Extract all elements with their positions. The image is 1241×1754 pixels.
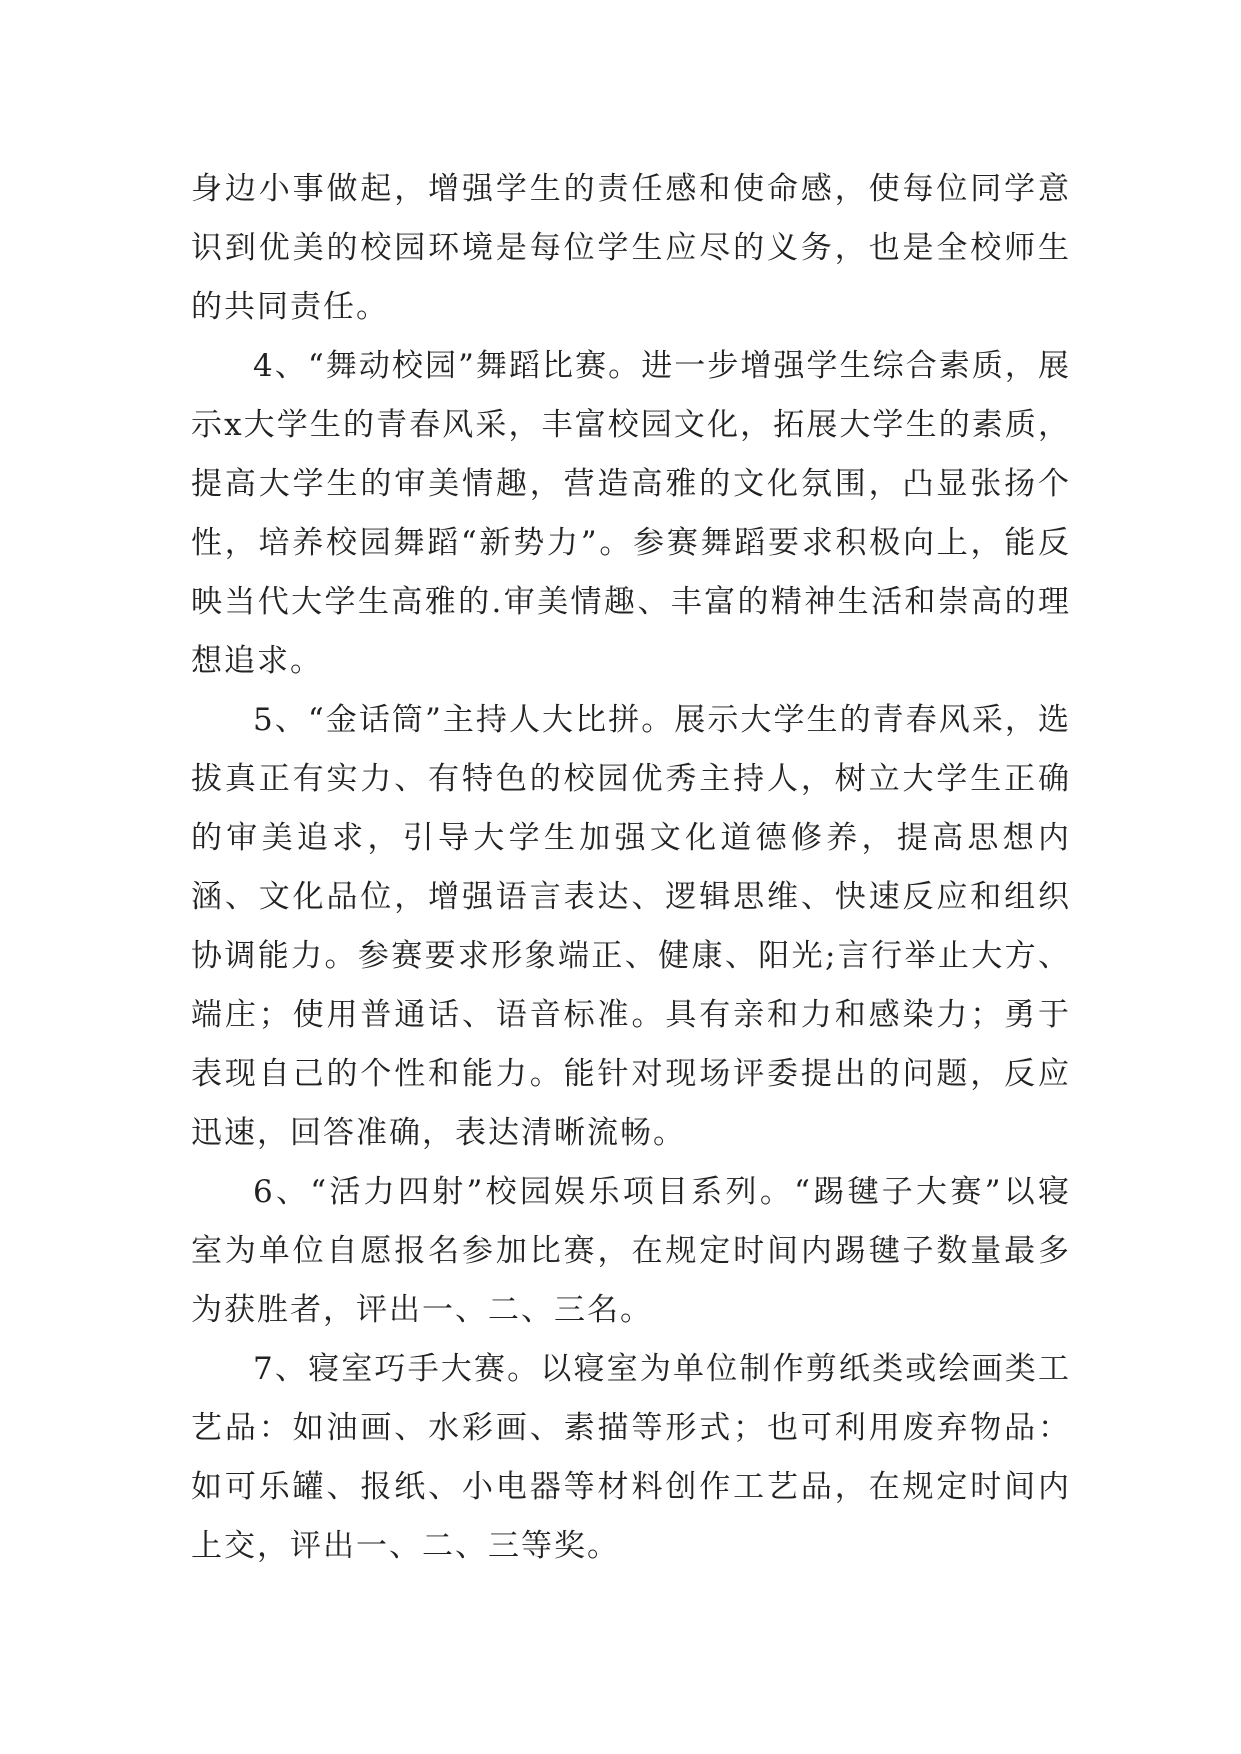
paragraph-item-6: 6、“活力四射”校园娱乐项目系列。“踢毽子大赛”以寝室为单位自愿报名参加比赛，在规定时间内踢毽子数量最多为获胜者，评出一、二、三名。 bbox=[191, 1174, 1071, 1328]
paragraph-continuation: 身边小事做起，增强学生的责任感和使命感，使每位同学意识到优美的校园环境是每位学生应尽的义务，也是全校师生的共同责任。 bbox=[191, 171, 1071, 325]
paragraph-item-5: 5、“金话筒”主持人大比拼。展示大学生的青春风采，选拔真正有实力、有特色的校园优秀主持人，树立大学生正确的审美追求，引导大学生加强文化道德修养，提高思想内涵、文化品位，增强语言表达、逻辑思维、快速反应和组织协调能力。参赛要求形象端正、健康、阳光;言行举止大方、端庄；使用普通话、语音标准。具有亲和力和感染力；勇于表现自己的个性和能力。能针对现场评委提出的问题，反应迅速，回答准确，表达清晰流畅。 bbox=[191, 702, 1071, 1151]
paragraph-item-7: 7、寝室巧手大赛。以寝室为单位制作剪纸类或绘画类工艺品：如油画、水彩画、素描等形式；也可利用废弃物品：如可乐罐、报纸、小电器等材料创作工艺品，在规定时间内上交，评出一、二、三等奖。 bbox=[191, 1351, 1071, 1564]
paragraph-item-4: 4、“舞动校园”舞蹈比赛。进一步增强学生综合素质，展示x大学生的青春风采，丰富校园文化，拓展大学生的素质，提高大学生的审美情趣，营造高雅的文化氛围，凸显张扬个性，培养校园舞蹈“新势力”。参赛舞蹈要求积极向上，能反映当代大学生高雅的.审美情趣、丰富的精神生活和崇高的理想追求。 bbox=[191, 348, 1071, 679]
body-text bbox=[191, 160, 1071, 1576]
